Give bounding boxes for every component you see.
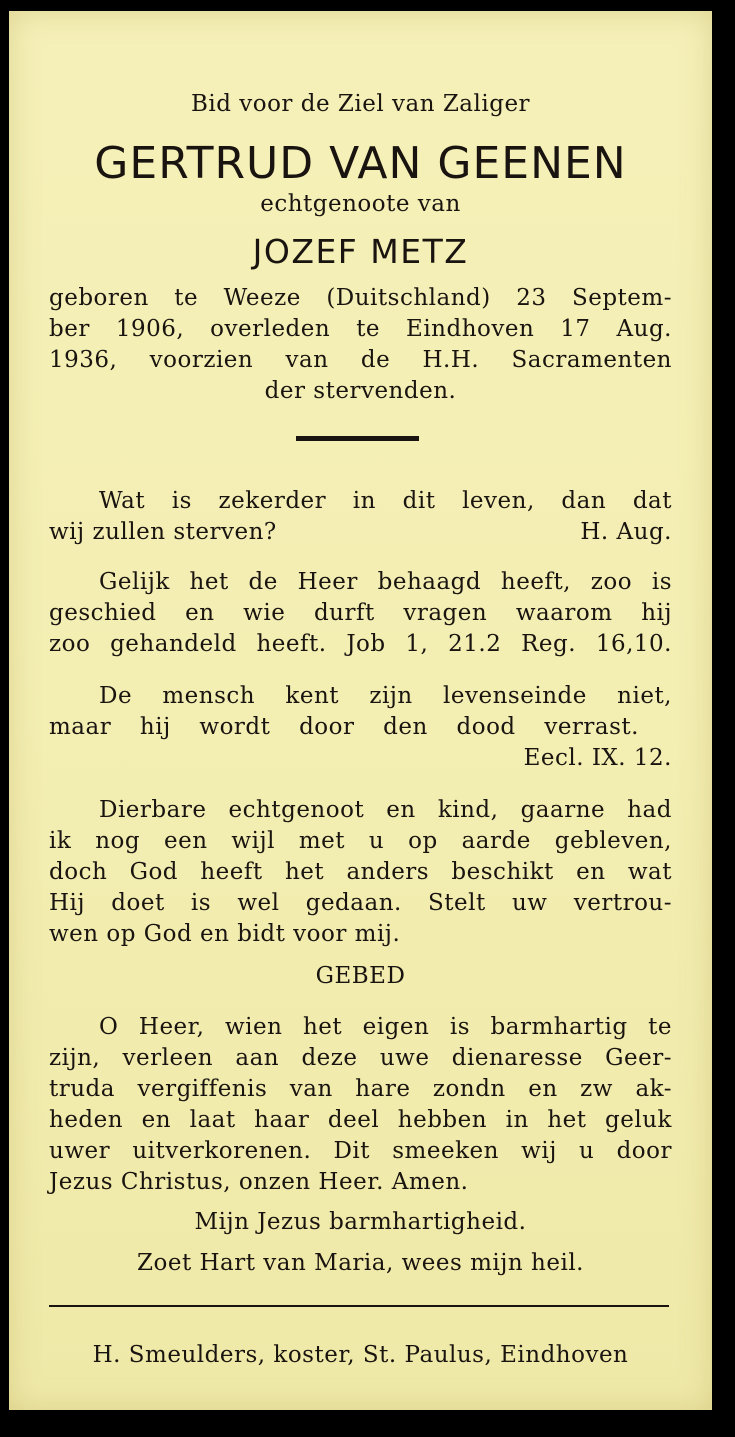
prayer-line-3: truda vergiffenis van hare zondn en zw ak- (49, 1076, 672, 1102)
divider-long (49, 1305, 669, 1307)
invocation-maria: Zoet Hart van Maria, wees mijn heil. (137, 1250, 584, 1276)
bio-line-2: ber 1906, overleden te Eindhoven 17 Aug. (49, 316, 672, 342)
prayer-line-5: uwer uitverkorenen. Dit smeeken wij u door (49, 1138, 672, 1164)
verse3-line-2: maar hij wordt door den dood verrast. (49, 714, 639, 740)
verse4-line-4: Hij doet is wel gedaan. Stelt uw vertrou- (49, 890, 672, 916)
verse3-source: Eecl. IX. 12. (523, 745, 672, 771)
spouse-name: JOZEF METZ (252, 232, 469, 271)
verse2-line-1: Gelijk het de Heer behaagd heeft, zoo is (99, 569, 672, 595)
verse2-line-3: zoo gehandeld heeft. Job 1, 21.2 Reg. 16,10. (49, 631, 672, 657)
invocation-jesus: Mijn Jezus barmhartigheid. (194, 1209, 527, 1235)
divider-short (296, 436, 419, 441)
bio-line-3: 1936, voorzien van de H.H. Sacramenten (49, 347, 672, 373)
prayer-title: GEBED (315, 963, 406, 989)
bio-line-1: geboren te Weeze (Duitschland) 23 Septem- (49, 285, 672, 311)
verse1-line-1: Wat is zekerder in dit leven, dan dat (99, 488, 672, 514)
bio-line-4: der stervenden. (264, 378, 457, 404)
prayer-line-2: zijn, verleen aan deze uwe dienaresse Geer- (49, 1045, 672, 1071)
deceased-name: GERTRUD VAN GEENEN (94, 138, 627, 189)
printer-credit: H. Smeulders, koster, St. Paulus, Eindhoven (92, 1342, 629, 1368)
memorial-card (9, 11, 712, 1410)
spouse-of-text: echtgenoote van (260, 191, 461, 217)
verse3-line-1: De mensch kent zijn levenseinde niet, (99, 683, 672, 709)
prayer-line-1: O Heer, wien het eigen is barmhartig te (99, 1014, 672, 1040)
intro-text: Bid voor de Ziel van Zaliger (190, 91, 531, 117)
verse1-line-2: wij zullen sterven? (49, 519, 277, 545)
verse2-line-2: geschied en wie durft vragen waarom hij (49, 600, 672, 626)
verse4-line-5: wen op God en bidt voor mij. (49, 921, 401, 947)
prayer-line-6: Jezus Christus, onzen Heer. Amen. (49, 1169, 469, 1195)
verse1-source: H. Aug. (580, 519, 672, 545)
verse4-line-3: doch God heeft het anders beschikt en wat (49, 859, 672, 885)
prayer-line-4: heden en laat haar deel hebben in het geluk (49, 1107, 672, 1133)
verse4-line-2: ik nog een wijl met u op aarde gebleven, (49, 828, 672, 854)
verse4-line-1: Dierbare echtgenoot en kind, gaarne had (99, 797, 672, 823)
